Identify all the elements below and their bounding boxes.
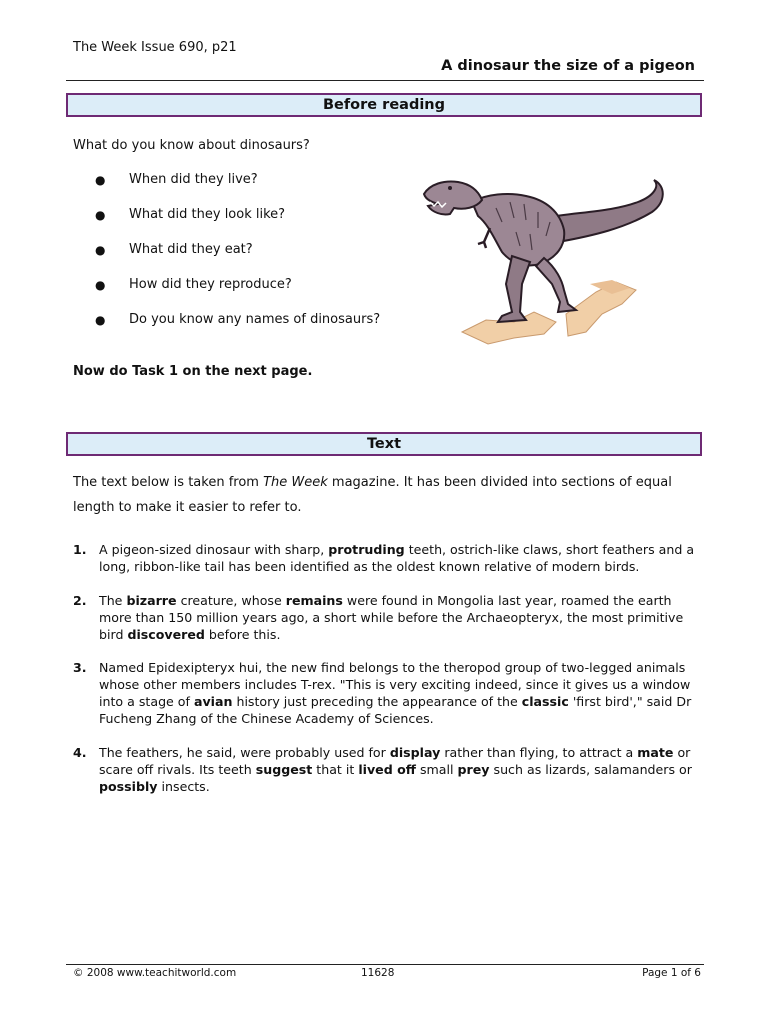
dinosaur-eye — [448, 186, 452, 190]
key-word: discovered — [127, 627, 205, 642]
issue-reference: The Week Issue 690, p21 — [73, 40, 237, 55]
header-divider — [66, 80, 704, 81]
bullet-icon: ● — [95, 313, 106, 327]
key-word: prey — [457, 762, 490, 777]
text-segment: before this. — [204, 627, 281, 642]
text-segment: 'first bird'," said Dr Fucheng Zhang of the Chinese Academy of Sciences. — [99, 694, 692, 726]
text-segment: history just preceding the appearance of the — [232, 694, 522, 709]
text-segment: rather than flying, to attract a — [440, 745, 638, 760]
key-word: classic — [521, 694, 569, 709]
key-word: avian — [193, 694, 233, 709]
key-word: bizarre — [126, 593, 177, 608]
text-segment: that it — [312, 762, 359, 777]
paragraph-body — [99, 744, 703, 795]
text-segment: The feathers, he said, were probably used for — [99, 745, 390, 760]
paragraph-number: 3. — [73, 660, 87, 675]
paragraph-number: 1. — [73, 542, 87, 557]
key-word: protruding — [328, 542, 405, 557]
paragraph-body — [99, 659, 703, 727]
text-segment: insects. — [157, 779, 210, 794]
key-word: display — [389, 745, 441, 760]
key-word: remains — [285, 593, 343, 608]
text-segment: small — [415, 762, 458, 777]
dinosaur-arm — [478, 228, 490, 248]
dinosaur-leg-back — [498, 256, 530, 322]
footer-divider — [66, 964, 704, 965]
source-title: The Week — [263, 475, 328, 490]
bullet-icon: ● — [95, 173, 106, 187]
text-segment: such as lizards, salamanders or — [489, 762, 692, 777]
paragraph-body — [99, 592, 703, 643]
key-word: suggest — [255, 762, 313, 777]
paragraph-body — [99, 541, 703, 575]
document-page: The Week Issue 690, p21 A dinosaur the size of a pigeon Before reading What do you know about dinosaurs? ● When did they live? ● What did they look like? ● What did they eat? ● How did they reproduce? ● Do you know any names of dinosaurs? Now do Task 1 on the next page. Text The text below is taken from The Week magazine. It has been divided into sections of equal length to make it easier to refer to. 1. A pigeon-sized dinosaur with sharp, protruding teeth, ostrich-like claws, short feathers and a long, ribbon-like tail has been identified as the oldest known relative of modern birds. 2. The bizarre creature, whose remains were found in Mongolia last year, roamed the earth more than 150 million years ago, a short while before the Archaeopteryx, the most primitive bird discovered before this. 3. Named Epidexipteryx hui, the new find belongs to the theropod group of two-legged animals whose other members includes T-rex. "This is very exciting indeed, since it gives us a window into a stage of avian history just preceding the appearance of the classic 'first bird'," said Dr Fucheng Zhang of the Chinese Academy of Sciences. 4. The feathers, he said, were probably used for display rather than flying, to attract a mate or scare off rivals. Its teeth suggest that it lived off small prey such as lizards, salamanders or possibly insects. © 2008 www.teachitworld.com 11628 Page 1 of 6 — [0, 0, 768, 1024]
sand-patch — [566, 282, 636, 336]
before-reading-heading: Before reading — [66, 93, 702, 117]
intro-text: The text below is taken from The Week magazine. It has been divided into sections of equal length to make it easier to refer to. — [73, 475, 672, 515]
task-instruction: Now do Task 1 on the next page. — [73, 364, 313, 379]
footer-code: 11628 — [361, 967, 395, 979]
dinosaur-leg-front — [536, 258, 576, 312]
text-segment: Named Epidexipteryx hui, the new find belongs to the theropod group of two-legged animals whose other members includes T-rex. "This is very exciting indeed, since it gives us a window into a stage of — [99, 660, 691, 709]
key-word: mate — [637, 745, 674, 760]
text-heading: Text — [66, 432, 702, 456]
key-word: lived off — [358, 762, 416, 777]
dinosaur-head — [424, 182, 482, 215]
bullet-icon: ● — [95, 208, 106, 222]
text-segment: or scare off rivals. Its teeth — [99, 745, 691, 777]
discussion-question: What do you know about dinosaurs? — [73, 138, 310, 153]
footer-page-number: Page 1 of 6 — [642, 967, 701, 979]
key-word: possibly — [99, 779, 158, 794]
bullet-icon: ● — [95, 243, 106, 257]
paragraph-number: 4. — [73, 745, 87, 760]
bullet-icon: ● — [95, 278, 106, 292]
text-segment: The — [99, 593, 127, 608]
text-segment: A pigeon-sized dinosaur with sharp, — [99, 542, 329, 557]
dinosaur-illustration — [416, 172, 672, 348]
footer-copyright: © 2008 www.teachitworld.com — [73, 967, 237, 979]
text-segment: were found in Mongolia last year, roamed the earth more than 150 million years ago, a short while before the Archaeopteryx, the most primitive bird — [99, 593, 684, 642]
dinosaur-body — [472, 194, 564, 266]
text-segment: teeth, ostrich-like claws, short feathers and a long, ribbon-like tail has been identified as the oldest known relative of modern birds. — [99, 542, 695, 574]
page-title: A dinosaur the size of a pigeon — [441, 58, 695, 74]
paragraph-number: 2. — [73, 593, 87, 608]
text-segment: creature, whose — [176, 593, 286, 608]
